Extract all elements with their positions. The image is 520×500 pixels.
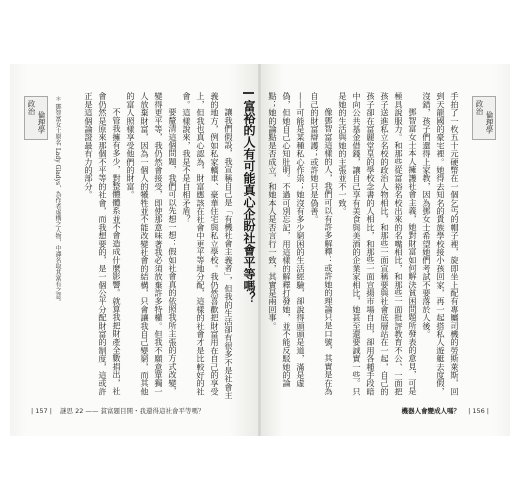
- left-footer-page-number: | 157 |: [31, 407, 52, 415]
- left-paragraph-1: 讓我們假設，我宣稱自己是「有機社會主義者」，但我的生活卻有很多不是社會主義的地方，例如私家轎車、豪華住宅與私立學校。我仍然喜歡把財富用在自己的享受上，但我也真心認為，財富應該在社會中更平等地分配，這樣的社會才是比較好的社會。這樣說來，我是不是自相矛盾？: [182, 92, 234, 400]
- right-footer-page-number: | 156 |: [468, 407, 489, 415]
- right-tab-label-top: 政治: [475, 100, 484, 115]
- book-gutter: [258, 64, 261, 436]
- right-tab-label-bottom: 倫理學: [485, 111, 494, 134]
- right-paragraph-1: 手拍了一枚五十元硬幣在一個乞丐的帽子裡，旋即坐上配有專屬司機的勞斯萊斯，回到天龍國的豪宅裡。她得去知名的貴族學校接小孩回家，再一起搭私人遊艇去度假，沒錯，孩子們還得上家教，因為鄧女士希望她們考試不要落於人後。: [422, 92, 460, 396]
- right-page-body: [266, 92, 462, 400]
- left-page-footer: [28, 407, 207, 416]
- section-heading: 富裕的人有可能真心企盼社會平等嗎？: [242, 100, 256, 304]
- right-footer-book-title: 機器人會變成人嗎？: [401, 407, 460, 415]
- right-paragraph-2: 鄧智富女士本人擁護社會主義，她對財富如何解決貧困問題所發表的意見，可是極具說服力。和那些從富裕名校出來的名嘴相比，和那些一面批評教育不公、一面把孩子送進私立名校的政治人物相比，和那些一面宣稱要與社會底層站在一起，自己的孩子卻在富麗堂皇的學校念書的人相比，和那些一面宣揚市場自由，卻用各種手段暗中向公共基金借錢，讓自己享有美食與美酒的企業家相比，她甚至還要誠實一些。只是她的生活與她的主張並不一致。: [338, 92, 418, 396]
- left-section-tab: [24, 96, 48, 140]
- footnote: ＊ 鄧智富女士原名 Lady Gladys，為作者虛構之人物，中譯名取其富有之意。: [54, 96, 61, 306]
- left-paragraph-3: 不管我擁有多少，對整體體系並不會造成什麼影響。就算我把財產全數捐出，社會仍然是原來那個不平等的社會，而我想要的，是一個公平分配財富的制度，這或許正是這個論證最有力的部分。: [84, 92, 122, 396]
- left-tab-label-bottom: 倫理學: [37, 111, 46, 134]
- heading-decorative-bar: [243, 92, 254, 94]
- right-section-tab: [472, 96, 496, 140]
- left-paragraph-2: 要釐清這個問題，我們可以先想一想：假如社會真的依照我所主張的方式改變，變得更平等，我仍然會接受，即使那意味著我必須放棄許多特權。但我不願意單獨一人放棄財富，因為一個人的犧牲並不能改變社會的結構，只會讓我自己變窮，而其他的富人照樣享受他們的財富。: [126, 92, 178, 396]
- right-paragraph-4: ——可能是某種私心作祟；她沒有多少窮困的生活經驗，卻說得頭頭是道，滿是虛偽，但她自己心知肚明。不過可別忘記，用這樣的解釋打發她，並不能反駁她的論點；她的論點是否成立，和她本人是否言行一致，其實是兩回事。: [268, 92, 306, 388]
- left-tab-label-top: 政治: [27, 100, 36, 115]
- right-paragraph-3: 像鄧智富這樣的人，我們可以有許多解釋：或許她的理論只是口號，其實是在為自己的財富辯護；或許她只是偽善。: [310, 92, 334, 396]
- right-page-footer: [399, 407, 493, 416]
- left-page-body: [68, 92, 236, 400]
- left-footer-chapter-title: 謎思 22 —— 貧富題目開・我還得這社會平等嗎？: [60, 407, 205, 415]
